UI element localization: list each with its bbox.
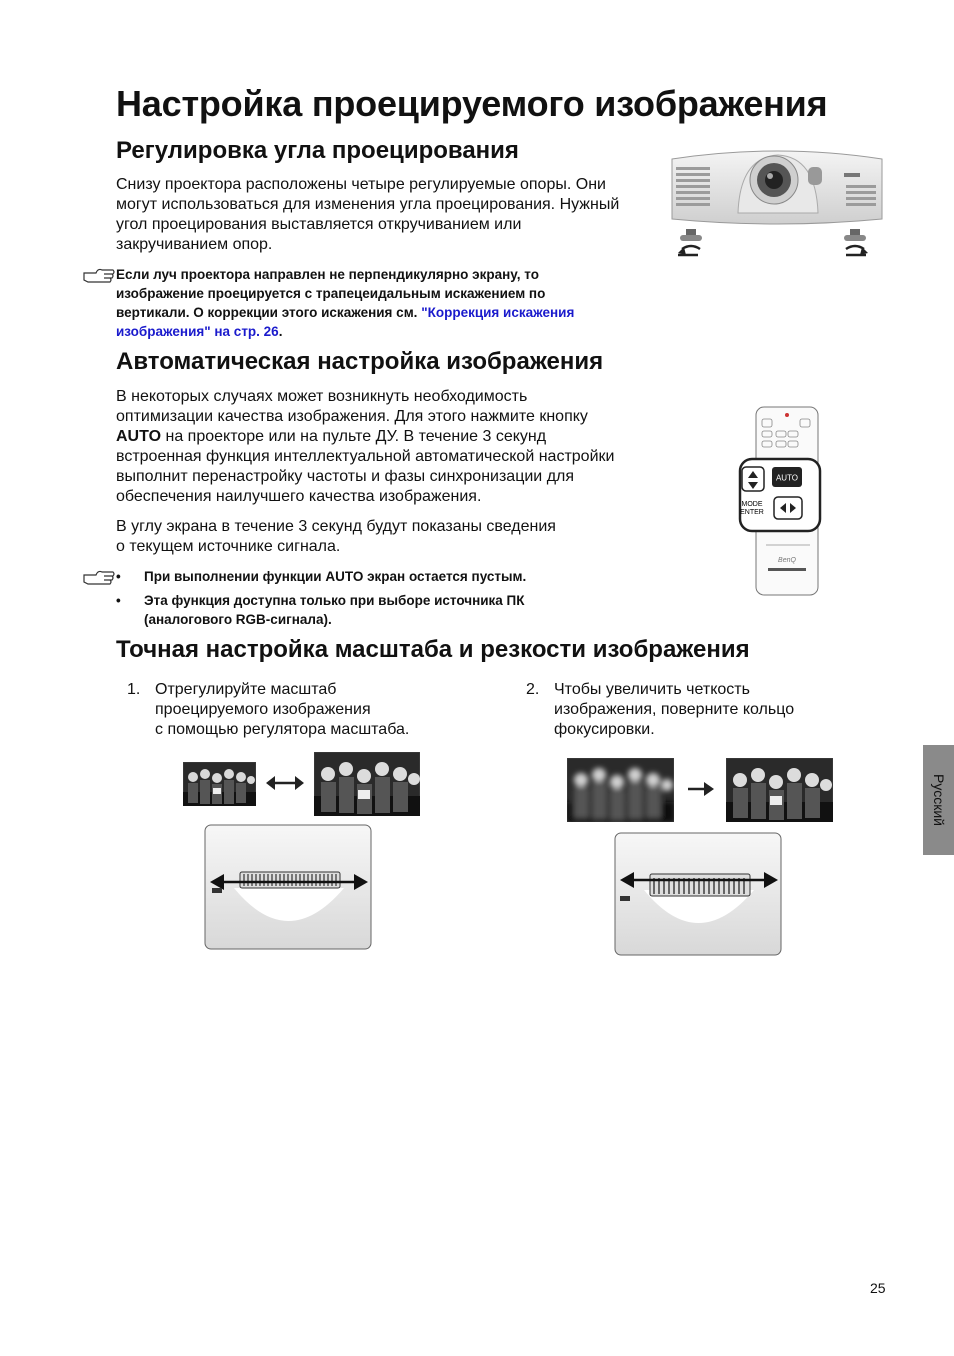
- auto-notes-list: [116, 567, 676, 629]
- source-info-paragraph: В углу экрана в течение 3 секунд будут показаны сведения о текущем источнике сигнала.: [116, 518, 556, 555]
- remote-enter-label: ENTER: [740, 509, 764, 516]
- zoom-ring-illustration: [204, 824, 374, 952]
- remote-mode-label: MODE: [741, 501, 763, 508]
- section-heading-angle: Регулировка угла проецирования: [116, 137, 519, 164]
- remote-auto-label: AUTO: [775, 473, 799, 483]
- page-number: 25: [870, 1280, 886, 1296]
- language-tab: [923, 745, 954, 855]
- zoom-double-arrow-icon: [266, 774, 304, 792]
- remote-brand: BenQ: [778, 557, 796, 564]
- language-tab-label: Русский: [930, 774, 947, 826]
- note-hand-icon: [82, 567, 116, 587]
- zoom-large-photo: [314, 752, 420, 816]
- step-focus: 2. Чтобы увеличить четкость изображения, поверните кольцо фокусировки.: [526, 681, 795, 738]
- step-zoom: 1. Отрегулируйте масштаб проецируемого изображения с помощью регулятора масштаба.: [127, 681, 410, 738]
- section-heading-auto: Автоматическая настройка изображения: [116, 348, 604, 375]
- focus-arrow-icon: [688, 780, 714, 798]
- auto-keyword: AUTO: [116, 428, 162, 445]
- note-keystone: Если луч проектора направлен не перпендикулярно экрану, то изображение проецируется с трапецеидальным искажением по вертикали. О коррекции этого искажения см. "Коррекция искажения изображения" на стр. 26.: [116, 267, 575, 339]
- note-hand-icon: [82, 265, 116, 285]
- angle-paragraph: Снизу проектора расположены четыре регулируемые опоры. Они могут использоваться для изменения угла проецирования. Нужный угол проецирования выставляется откручиванием или закручиванием опор.: [116, 176, 620, 253]
- keystone-link-cont[interactable]: изображения" на стр. 26: [116, 324, 279, 339]
- auto-paragraph: В некоторых случаях может возникнуть необходимость оптимизации качества изображения. Для этого нажмите кнопку AUTO на проекторе или на пульте ДУ. В течение 3 секунд встроенная функция интеллектуальной автоматической настройки выполнит перенастройку частоты и фазы синхронизации для обеспечения наилучшего качества изображения.: [116, 388, 615, 505]
- focus-ring-illustration: [614, 832, 784, 958]
- focus-blurred-photo: [567, 758, 674, 822]
- remote-control-illustration: [738, 405, 828, 598]
- focus-sharp-photo: [726, 758, 833, 822]
- note-bullet-1: • При выполнении функции AUTO экран остается пустым.: [116, 569, 527, 584]
- note-bullet-2: • Эта функция доступна только при выборе источника ПК (аналогового RGB-сигнала).: [116, 593, 525, 627]
- page-title: Настройка проецируемого изображения: [116, 83, 828, 124]
- projector-feet-illustration: [668, 147, 888, 269]
- section-heading-zoom-focus: Точная настройка масштаба и резкости изображения: [116, 636, 750, 663]
- keystone-link[interactable]: "Коррекция искажения: [421, 305, 575, 320]
- zoom-small-photo: [183, 762, 256, 806]
